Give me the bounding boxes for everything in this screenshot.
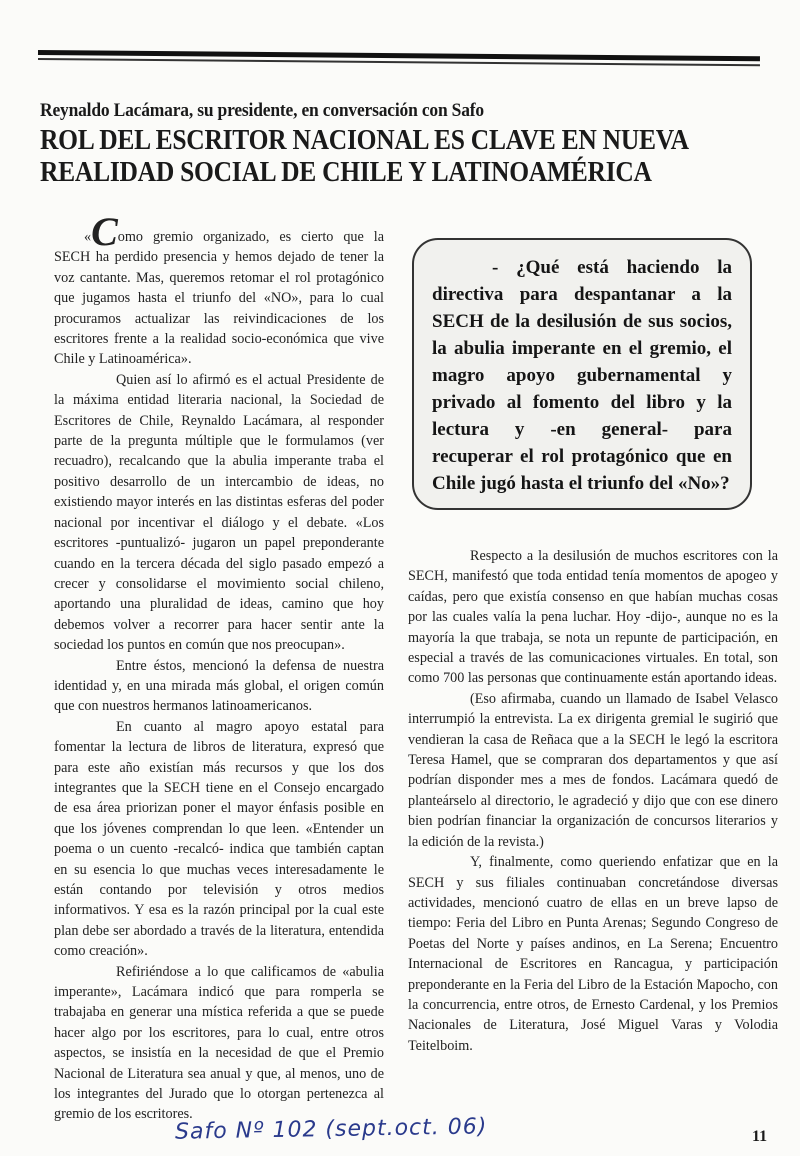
drop-cap: C [91, 209, 118, 254]
paragraph: En cuanto al magro apoyo estatal para fomentar la lectura de libros de literatura, expresó que para este año existían más recursos y que los dos integrantes que la SECH tiene en el Consejo encargado de esa área priorizan poner el mayor énfasis posible en que los jóvenes comprendan lo que leen. «Entender un poema o un cuento -recalcó- indica que también captan en su esencia lo que muchas veces interesadamente le están contando por televisión y otros medios informativos. Y esa es la razón principal por la cual este plan debe ser abordado a través de la literatura, entendida como creación». [54, 718, 384, 960]
opening-quote: « [84, 229, 92, 245]
paragraph [54, 209, 384, 370]
article-kicker: Reynaldo Lacámara, su presidente, en conversación con Safo [40, 100, 484, 121]
handwritten-source-note: Safo Nº 102 (sept.oct. 06) [174, 1114, 488, 1145]
paragraph: Refiriéndose a lo que calificamos de «abulia imperante», Lacámara indicó que para romperla se trabajaba en generar una mística referida a que se puede hacer algo por los escritores, para lo cual, entre otros aspectos, se insistía en la necesidad de que el Premio Nacional de Literatura sea anual y que, al menos, uno de los integrantes del Jurado que lo otorgan pertenezca al gremio de los escritores. [54, 963, 384, 1123]
question-sidebar-box [412, 238, 752, 510]
paragraph: Quien así lo afirmó es el actual Presidente de la máxima entidad literaria nacional, la Sociedad de Escritores de Chile, Reynaldo Lacámara, al responder parte de la pregunta múltiple que le formulamos (ver recuadro), recalcando que la abulia imperante traba el positivo desarrollo de un intercambio de ideas, no existiendo mayor interés en las distintas esferas del poder nacional por incentivar el diálogo y el debate. «Los escritores -puntualizó- jugaron un papel preponderante cuando en la tercera década del siglo pasado empezó a crecer y consolidarse el movimiento social chileno, aportando una pluralidad de ideas, camino que hoy debemos volver a recorrer para hacer sentir ante la sociedad los puntos en común que nos preocupan». [54, 371, 384, 654]
page-number: 11 [752, 1128, 768, 1145]
left-column [54, 209, 384, 1125]
paragraph: Y, finalmente, como queriendo enfatizar que en la SECH y sus filiales continuaban concretándose diversas actividades, mencionó cuatro de ellas en un breve lapso de tiempo: Feria del Libro en Punta Arenas; Segundo Congreso de Poetas del Norte y países andinos, en La Serena; Encuentro Internacional de Escritores en Rancagua, y participación preponderante en la Feria del Libro de la Estación Mapocho, con la concurrencia, entre otros, de Ernesto Cardenal, y los Premios Nacionales de Literatura, José Miguel Varas y Volodia Teitelboim. [408, 854, 778, 1054]
paragraph: Entre éstos, mencionó la defensa de nuestra identidad y, en una mirada más global, el origen común que con nuestros hermanos latinoamericanos. [54, 657, 384, 715]
paragraph: Respecto a la desilusión de muchos escritores con la SECH, manifestó que toda entidad tenía momentos de apogeo y caídas, pero que existía consenso en que habían muchas cosas por las cuales valía la pena luchar. Hoy -dijo-, aunque no es la mayoría la que trabaja, se nota un repunte de participación, en especial a través de las comunicaciones virtuales. En total, son como 700 las personas que continuamente están aportando ideas. [408, 548, 778, 687]
paragraph-text: omo gremio organizado, es cierto que la SECH ha perdido presencia y hemos dejado de tener la voz cantante. Mas, queremos retomar el rol protagónico que jugamos hasta el triunfo del «NO», para lo cual procuramos actualizar las reivindicaciones de los escritores frente a la realidad socio-económica que vive Chile y Latinoamérica». [54, 229, 384, 368]
article-headline: ROL DEL ESCRITOR NACIONAL ES CLAVE EN NUEVA REALIDAD SOCIAL DE CHILE Y LATINOAMÉRICA [40, 124, 688, 188]
sidebar-question: - ¿Qué está haciendo la directiva para despantanar a la SECH de la desilusión de sus socios, la abulia imperante en el gremio, el magro apoyo gubernamental y privado al fomento del libro y la lectura y -en general- para recuperar el rol protagónico que en Chile jugó hasta el triunfo del «No»? [432, 257, 732, 494]
paragraph: (Eso afirmaba, cuando un llamado de Isabel Velasco interrumpió la entrevista. La ex dirigenta gremial le sugirió que vendieran la casa de Reñaca que a la SECH le legó la escritora Teresa Hamel, que se compraran dos departamentos y que así podrían disponder mes a mes de fondos. Lacámara quedó de planteárselo al directorio, le agradeció y dijo que con ese dinero bien podrían financiar la organización de concursos literarios y la edición de la revista.) [408, 690, 778, 850]
right-column [408, 546, 778, 1056]
